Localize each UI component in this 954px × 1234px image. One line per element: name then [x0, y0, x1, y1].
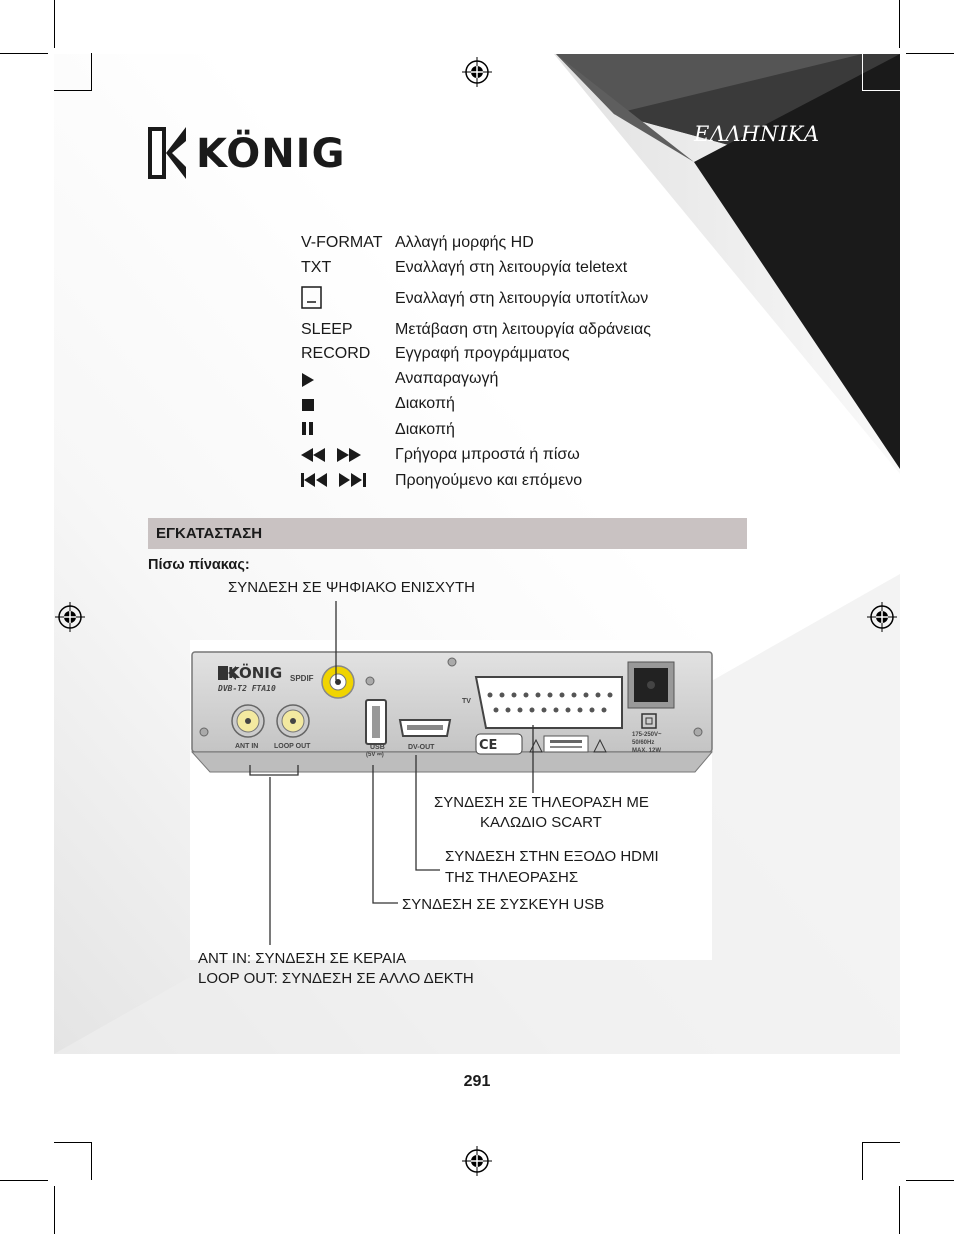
key-description: Εναλλαγή στη λειτουργία υποτίτλων: [395, 290, 649, 307]
tv-label: TV: [462, 698, 471, 705]
key-description: Αλλαγή μορφής HD: [395, 234, 534, 251]
crop-mark: [862, 1142, 900, 1143]
callout-scart-line2: ΚΑΛΩΔΙΟ SCART: [480, 814, 602, 831]
usb-label: USB: [370, 744, 385, 751]
usb-power-label: (5V ⎓): [366, 752, 384, 758]
crop-mark: [91, 1142, 92, 1180]
crop-mark: [862, 90, 900, 91]
section-header: [148, 518, 747, 549]
key-description: Διακοπή: [395, 421, 455, 438]
crop-mark: [0, 53, 48, 54]
callout-hdmi-line1: ΣΥΝΔΕΣΗ ΣΤΗΝ ΕΞΟΔΟ HDMI: [445, 848, 659, 865]
loop-out-label: LOOP OUT: [274, 743, 311, 750]
crop-mark: [54, 1142, 92, 1143]
registration-mark-icon: [866, 601, 898, 633]
crop-mark: [906, 1180, 954, 1181]
key-label: RECORD: [301, 345, 371, 362]
callout-digital-amplifier: ΣΥΝΔΕΣΗ ΣΕ ΨΗΦΙΑΚΟ ΕΝΙΣΧΥΤΗ: [228, 579, 476, 596]
callout-ant-line2: LOOP OUT: ΣΥΝΔΕΣΗ ΣΕ ΑΛΛΟ ΔΕΚΤΗ: [198, 970, 474, 987]
play-icon: [301, 373, 315, 387]
device-brand-label: KÖNIG: [228, 664, 283, 682]
key-label: TXT: [301, 259, 332, 276]
key-description: Προηγούμενο και επόμενο: [395, 472, 583, 489]
callout-hdmi-line2: ΤΗΣ ΤΗΛΕΟΡΑΣΗΣ: [445, 869, 579, 886]
key-description: Γρήγορα μπροστά ή πίσω: [395, 446, 580, 463]
crop-mark: [862, 1142, 863, 1180]
hdmi-label: DV-OUT: [408, 744, 435, 751]
callout-usb: ΣΥΝΔΕΣΗ ΣΕ ΣΥΣΚΕΥΗ USB: [402, 896, 605, 913]
crop-mark: [54, 1186, 55, 1234]
device-model-label: DVB-T2 FTA10: [218, 684, 276, 693]
key-description: Διακοπή: [395, 395, 455, 412]
crop-mark: [54, 90, 92, 91]
registration-mark-icon: [54, 601, 86, 633]
crop-mark: [0, 1180, 48, 1181]
crop-mark: [899, 1186, 900, 1234]
crop-mark: [862, 53, 863, 91]
previous-next-icon: [301, 473, 369, 487]
pause-icon: [301, 422, 315, 436]
key-description: Αναπαραγωγή: [395, 370, 499, 387]
spdif-label: SPDIF: [290, 674, 314, 683]
crop-mark: [54, 0, 55, 48]
key-description: Εγγραφή προγράμματος: [395, 345, 570, 362]
callout-ant-line1: ANT IN: ΣΥΝΔΕΣΗ ΣΕ ΚΕΡΑΙΑ: [198, 950, 407, 967]
ant-in-label: ANT IN: [235, 743, 259, 750]
konig-logo-icon: [146, 125, 188, 181]
subtitle-icon: [301, 286, 323, 310]
section-subtitle: Πίσω πίνακας:: [148, 557, 250, 573]
language-label: ΕΛΛΗΝΙΚΑ: [694, 122, 820, 146]
power-rating-line: MAX. 12W: [632, 748, 662, 754]
key-description: Εναλλαγή στη λειτουργία teletext: [395, 259, 628, 276]
section-title: ΕΓΚΑΤΑΣΤΑΣΗ: [156, 525, 263, 542]
crop-mark: [91, 53, 92, 91]
callout-scart-line1: ΣΥΝΔΕΣΗ ΣΕ ΤΗΛΕΟΡΑΣΗ ΜΕ: [434, 794, 649, 811]
page-number: 291: [463, 1073, 491, 1090]
power-rating-label: [632, 731, 662, 755]
rewind-fast-forward-icon: [301, 448, 363, 462]
power-rating-line: 50/60Hz: [632, 740, 655, 746]
brand-logo-text: KÖNIG: [196, 131, 346, 177]
svg-text:CE: CE: [479, 738, 498, 753]
crop-mark: [899, 0, 900, 48]
crop-mark: [906, 53, 954, 54]
key-description: Μετάβαση στη λειτουργία αδράνειας: [395, 321, 651, 338]
power-rating-line: 175-250V~: [632, 732, 662, 738]
key-label: SLEEP: [301, 321, 353, 338]
key-label: V-FORMAT: [301, 234, 383, 251]
registration-mark-icon: [461, 1145, 493, 1177]
stop-icon: [301, 398, 315, 412]
registration-mark-icon: [461, 56, 493, 88]
